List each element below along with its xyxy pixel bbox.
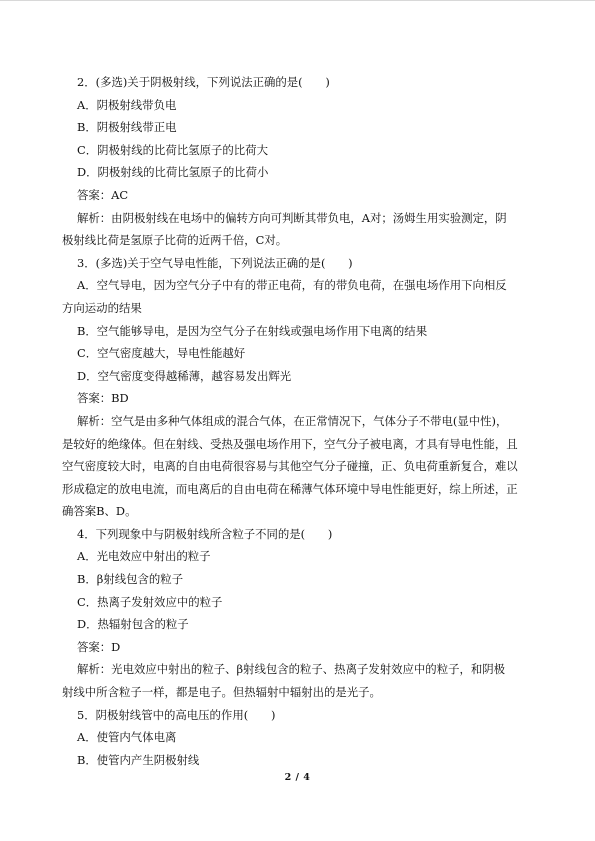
- text-line-q5-stem: 5．阴极射线管中的高电压的作用( ): [77, 707, 276, 722]
- text-line-q2-exp-2: 极射线比荷是氢原子比荷的近两千倍，C对。: [62, 233, 288, 248]
- page-top-border: [0, 0, 595, 1]
- text-line-q3-a-1: A．空气导电，因为空气分子中有的带正电荷，有的带负电荷，在强电场作用下向相反: [77, 278, 507, 293]
- document-body: [62, 71, 536, 771]
- text-line-q2-ans: 答案：AC: [77, 187, 129, 202]
- text-line-q3-c: C．空气密度越大，导电性能越好: [77, 346, 246, 361]
- text-line-q2-c: C．阴极射线的比荷比氢原子的比荷大: [77, 142, 268, 157]
- text-line-q2-d: D．阴极射线的比荷比氢原子的比荷小: [77, 165, 269, 180]
- text-line-q5-b: B．使管内产生阴极射线: [77, 752, 200, 767]
- text-line-q2-exp-1: 解析：由阴极射线在电场中的偏转方向可判断其带负电，A对；汤姆生用实验测定，阴: [77, 210, 507, 225]
- text-line-q2-stem: 2．(多选)关于阴极射线，下列说法正确的是( ): [77, 75, 330, 89]
- text-line-q4-b: B．β射线包含的粒子: [77, 572, 184, 587]
- text-line-q3-a-2: 方向运动的结果: [62, 300, 142, 315]
- text-line-q3-exp-5: 确答案B、D。: [62, 504, 137, 519]
- text-line-q4-ans: 答案：D: [77, 639, 121, 654]
- text-line-q4-d: D．热辐射包含的粒子: [77, 617, 189, 632]
- text-line-q4-c: C．热离子发射效应中的粒子: [77, 594, 223, 609]
- text-line-q3-exp-4: 形成稳定的放电电流，而电离后的自由电荷在稀薄气体环境中导电性能更好，综上所述，正: [62, 481, 518, 496]
- text-line-q3-exp-1: 解析：空气是由多种气体组成的混合气体，在正常情况下，气体分子不带电(显中性)，: [77, 413, 508, 428]
- text-line-q3-b: B．空气能够导电，是因为空气分子在射线或强电场作用下电离的结果: [77, 323, 428, 338]
- text-line-q3-stem: 3．(多选)关于空气导电性能，下列说法正确的是( ): [77, 255, 353, 270]
- text-line-q4-exp-1: 解析：光电效应中射出的粒子、β射线包含的粒子、热离子发射效应中的粒子，和阴极: [77, 662, 506, 677]
- text-line-q4-a: A．光电效应中射出的粒子: [77, 549, 211, 564]
- page-number: 2 / 4: [284, 772, 311, 783]
- text-line-q5-a: A．使管内气体电离: [77, 730, 177, 745]
- text-line-q3-exp-3: 空气密度较大时，电离的自由电荷很容易与其他空气分子碰撞，正、负电荷重新复合，难以: [62, 459, 518, 474]
- text-line-q3-ans: 答案：BD: [77, 391, 129, 406]
- text-line-q4-exp-2: 射线中所含粒子一样，都是电子。但热辐射中辐射出的是光子。: [62, 685, 381, 700]
- text-line-q4-stem: 4．下列现象中与阴极射线所含粒子不同的是( ): [77, 526, 333, 541]
- text-line-q2-b: B．阴极射线带正电: [77, 120, 177, 135]
- text-line-q2-a: A．阴极射线带负电: [77, 97, 177, 112]
- text-line-q3-exp-2: 是较好的绝缘体。但在射线、受热及强电场作用下，空气分子被电离，才具有导电性能，且: [62, 436, 518, 451]
- text-line-q3-d: D．空气密度变得越稀薄，越容易发出辉光: [77, 368, 292, 383]
